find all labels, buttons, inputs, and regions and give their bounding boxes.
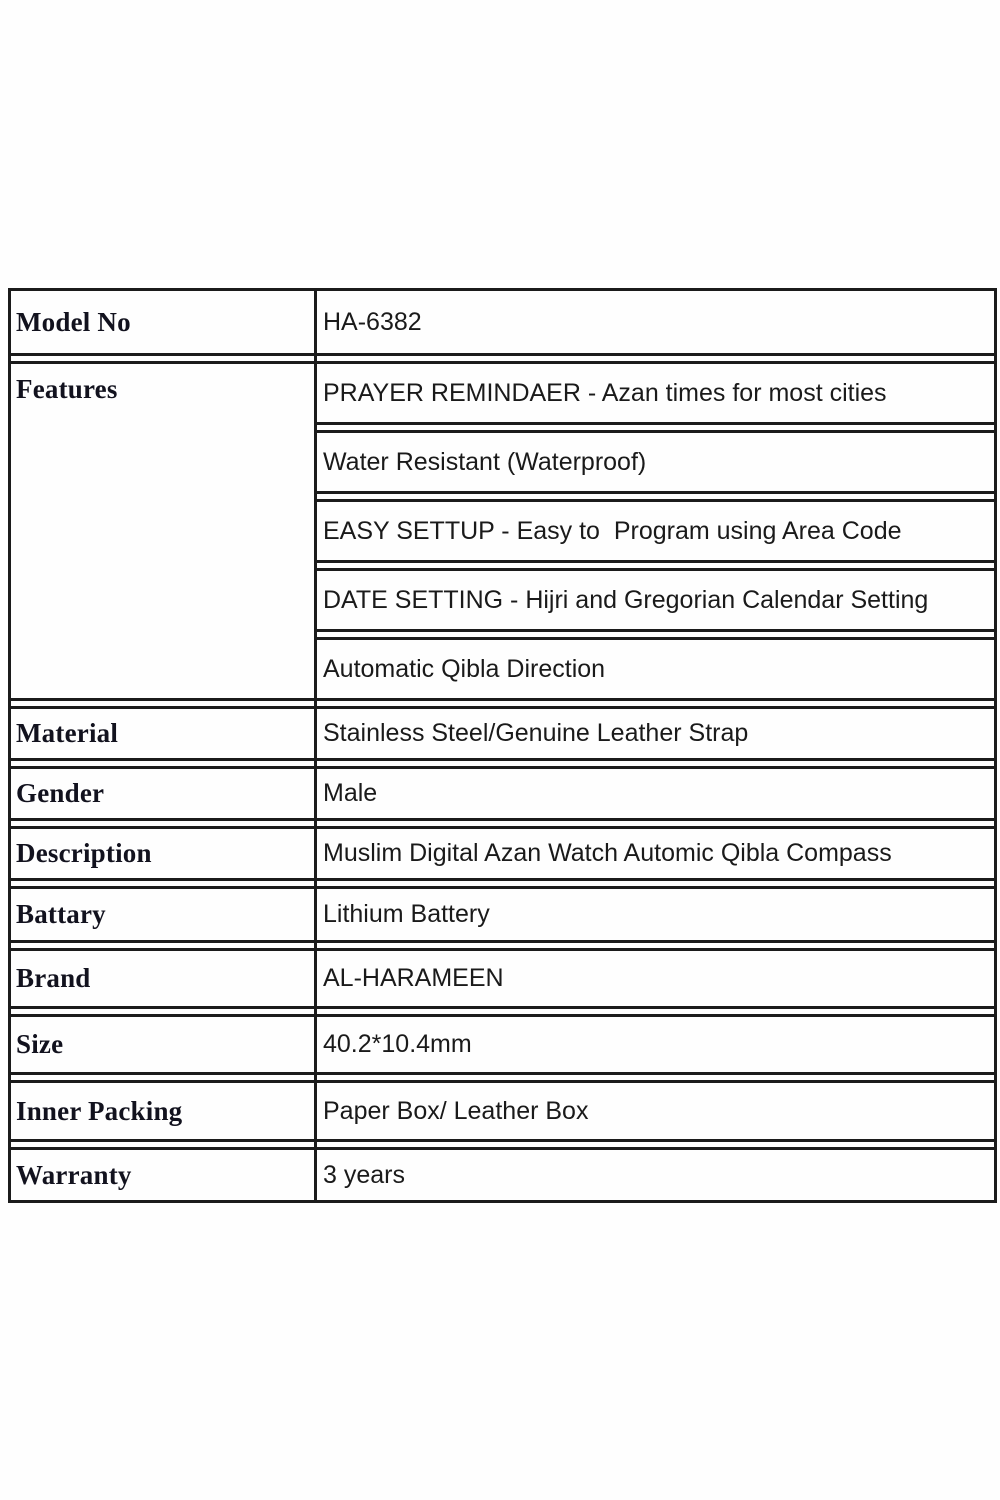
value-text: Male bbox=[323, 779, 378, 807]
row-label-model-no bbox=[8, 288, 317, 356]
feature-item-prayer-reminder bbox=[317, 361, 997, 425]
row-value-size bbox=[317, 1014, 997, 1075]
value-text: DATE SETTING - Hijri and Gregorian Calendar Setting bbox=[323, 585, 929, 614]
label-text: Size bbox=[16, 1029, 64, 1059]
row-value-inner-packing bbox=[317, 1080, 997, 1142]
row-label-gender bbox=[8, 766, 317, 821]
value-text: Lithium Battery bbox=[323, 900, 490, 928]
value-text: Water Resistant (Waterproof) bbox=[323, 447, 647, 476]
label-text: Description bbox=[16, 838, 152, 868]
table-column-divider bbox=[314, 288, 317, 1203]
table-outer-right-border bbox=[994, 288, 997, 1203]
row-value-brand bbox=[317, 948, 997, 1009]
label-text: Battary bbox=[16, 899, 106, 929]
row-label-features bbox=[8, 361, 317, 701]
value-text: AL-HARAMEEN bbox=[323, 964, 504, 992]
feature-item-qibla-direction bbox=[317, 637, 997, 701]
value-text: Muslim Digital Azan Watch Automic Qibla Compass bbox=[323, 839, 892, 867]
row-label-description bbox=[8, 826, 317, 881]
value-text: 40.2*10.4mm bbox=[323, 1030, 472, 1058]
product-spec-table bbox=[8, 288, 997, 1203]
value-text: Stainless Steel/Genuine Leather Strap bbox=[323, 719, 749, 747]
value-text: PRAYER REMINDAER - Azan times for most cities bbox=[323, 378, 887, 407]
row-value-description bbox=[317, 826, 997, 881]
value-text: Automatic Qibla Direction bbox=[323, 654, 606, 683]
label-text: Brand bbox=[16, 963, 91, 993]
row-label-material bbox=[8, 706, 317, 761]
row-value-battary bbox=[317, 886, 997, 943]
value-text: Paper Box/ Leather Box bbox=[323, 1096, 589, 1125]
label-text: Gender bbox=[16, 778, 105, 808]
label-text: Features bbox=[16, 374, 118, 404]
feature-item-date-setting bbox=[317, 568, 997, 632]
label-text: Model No bbox=[16, 306, 131, 337]
label-text: Material bbox=[16, 718, 119, 748]
feature-item-easy-setup bbox=[317, 499, 997, 563]
table-outer-left-border bbox=[8, 288, 11, 1203]
row-label-inner-packing bbox=[8, 1080, 317, 1142]
value-text: 3 years bbox=[323, 1160, 405, 1189]
row-value-gender bbox=[317, 766, 997, 821]
row-label-battary bbox=[8, 886, 317, 943]
value-text: HA-6382 bbox=[323, 307, 422, 336]
row-value-warranty bbox=[317, 1147, 997, 1203]
row-value-model-no bbox=[317, 288, 997, 356]
row-label-warranty bbox=[8, 1147, 317, 1203]
label-text: Warranty bbox=[16, 1159, 132, 1190]
row-label-brand bbox=[8, 948, 317, 1009]
label-text: Inner Packing bbox=[16, 1095, 183, 1126]
row-value-material bbox=[317, 706, 997, 761]
feature-item-water-resistant bbox=[317, 430, 997, 494]
value-text: EASY SETTUP - Easy to Program using Area Code bbox=[323, 516, 902, 545]
row-label-size bbox=[8, 1014, 317, 1075]
